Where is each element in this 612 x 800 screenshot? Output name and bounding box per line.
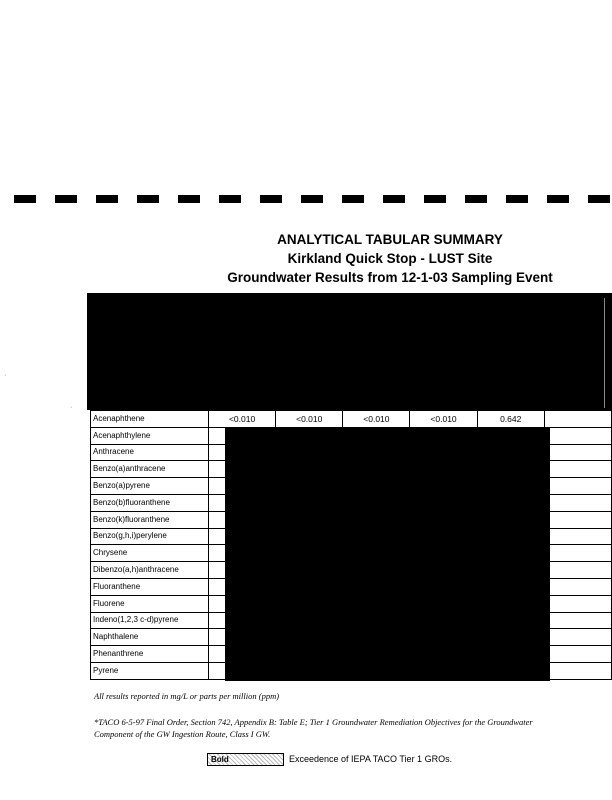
result-cell: <0.010 [343,411,410,428]
taco-reference-line-2: Component of the GW Ingestion Route, Class I GW. [94,729,271,739]
analyte-name: Fluoranthene [91,578,209,595]
side-column-edge [604,298,612,408]
report-title: ANALYTICAL TABULAR SUMMARY [277,232,503,247]
result-cell [544,444,611,461]
result-cell [544,545,611,562]
legend-swatch: Bold [207,753,284,766]
analyte-name: Chrysene [91,545,209,562]
units-note: All results reported in mg/L or parts per million (ppm) [94,691,280,701]
report-header [168,230,612,287]
analyte-name: Benzo(k)fluoranthene [91,511,209,528]
scan-mark: · [4,372,7,379]
analyte-name: Acenaphthylene [91,427,209,444]
analyte-name: Naphthalene [91,629,209,646]
result-cell [544,511,611,528]
legend-text: Exceedence of IEPA TACO Tier 1 GROs. [289,754,453,764]
taco-reference-note [94,716,612,740]
analyte-name: Phenanthrene [91,646,209,663]
analyte-name: Indeno(1,2,3 c-d)pyrene [91,612,209,629]
analyte-name: Benzo(b)fluoranthene [91,494,209,511]
result-cell: <0.010 [276,411,343,428]
analyte-name: Pyrene [91,662,209,679]
analyte-name: Fluorene [91,595,209,612]
report-subtitle-2: Groundwater Results from 12-1-03 Sampling Event [227,270,553,285]
analyte-name: Dibenzo(a,h)anthracene [91,562,209,579]
taco-reference-line-1: *TACO 6-5-97 Final Order, Section 742, Appendix B: Table E; Tier 1 Groundwater Remediation Objectives for the Groundwater [94,717,533,727]
result-cell [544,461,611,478]
result-cell [544,595,611,612]
result-cell [544,427,611,444]
result-cell [544,562,611,579]
redacted-header-block [87,293,612,410]
result-cell [544,494,611,511]
scan-mark: · [70,404,73,411]
redacted-results-block [225,427,550,681]
result-cell [544,578,611,595]
result-cell [544,662,611,679]
result-cell: 0.642 [477,411,544,428]
analyte-name: Anthracene [91,444,209,461]
result-cell [544,612,611,629]
analyte-name: Benzo(a)pyrene [91,478,209,495]
result-cell: <0.010 [410,411,477,428]
analyte-name: Acenaphthene [91,411,209,428]
result-cell [544,528,611,545]
analyte-name: Benzo(a)anthracene [91,461,209,478]
result-cell [544,411,611,428]
analyte-name: Benzo(g,h,i)perylene [91,528,209,545]
table-row [91,411,612,428]
result-cell [544,629,611,646]
result-cell: <0.010 [209,411,276,428]
report-subtitle: Kirkland Quick Stop - LUST Site [287,251,493,266]
result-cell [544,646,611,663]
result-cell [544,478,611,495]
dashed-separator [14,195,612,203]
